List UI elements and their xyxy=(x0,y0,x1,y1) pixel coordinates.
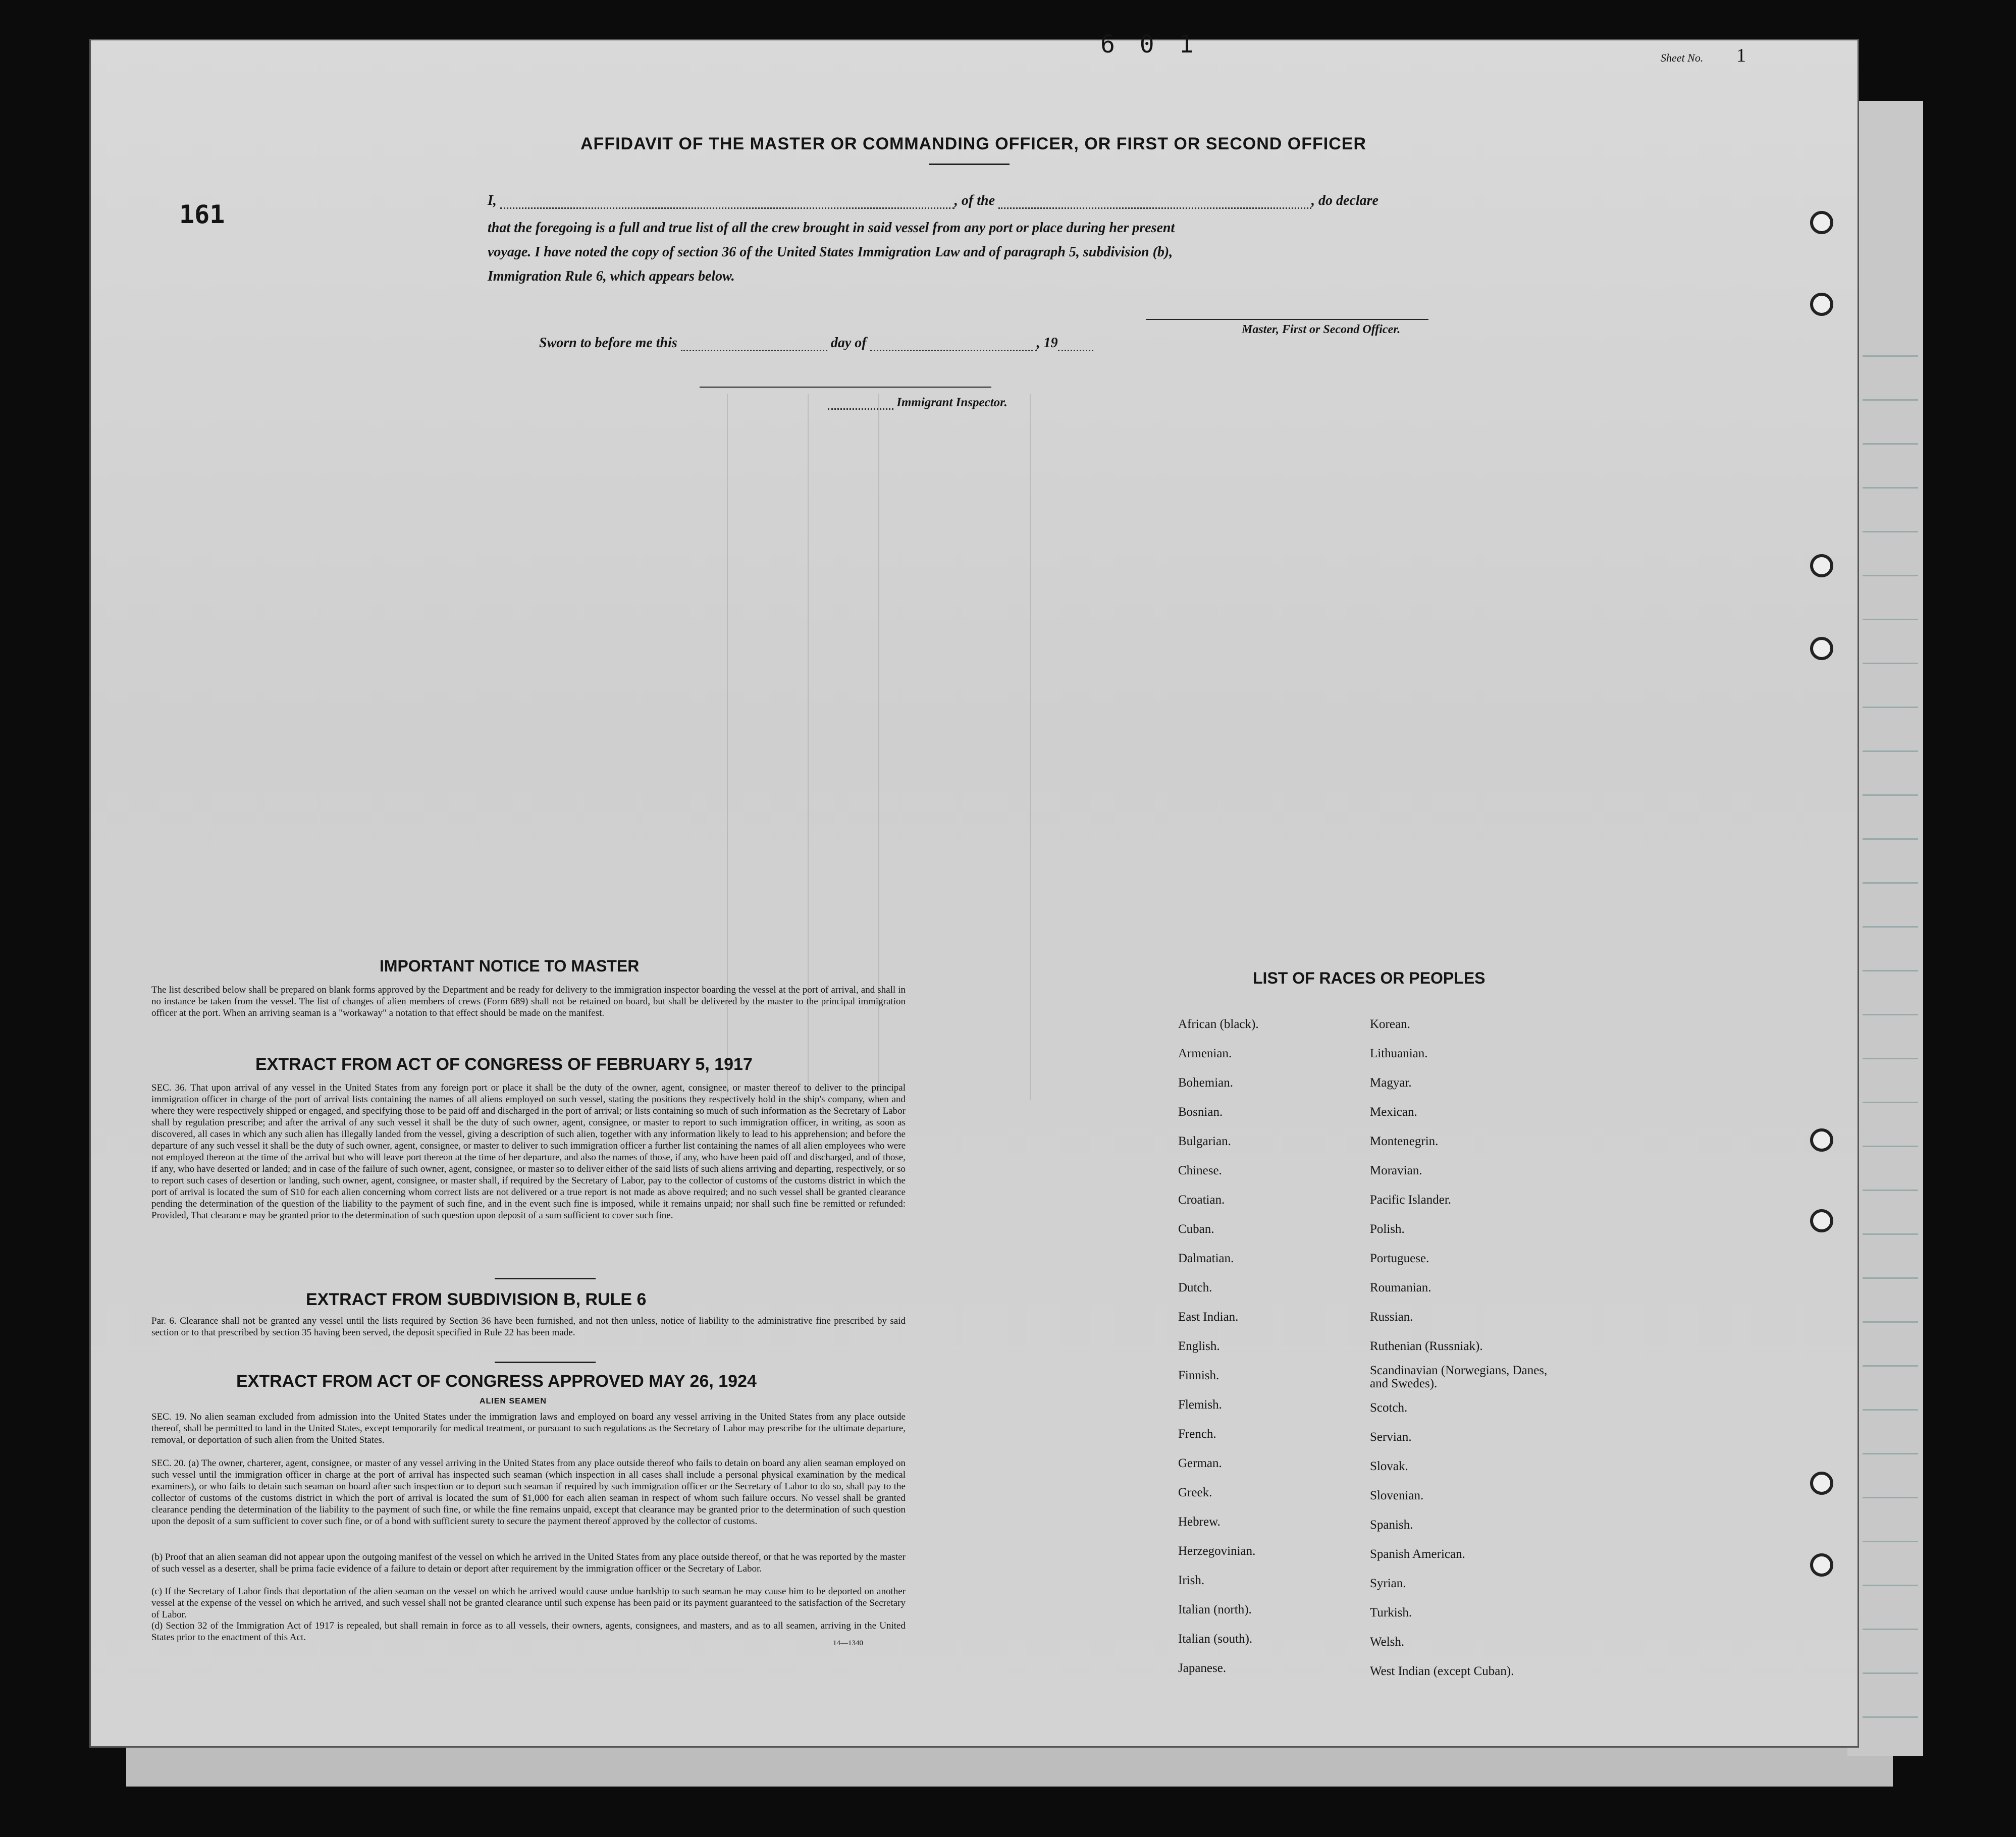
race-item: Italian (north). xyxy=(1178,1603,1252,1616)
race-item: Scotch. xyxy=(1370,1401,1408,1415)
extract-1924-p1: SEC. 19. No alien seaman excluded from admission into the United States under the immigration laws and employed on board any vessel arriving in the United States from any place outside thereof, shall be permitted to land in the United States, except temporarily for medical treatment, or pursuant to such regulations as the Secretary of Labor may prescribe for the ultimate departure, removal, or deportation of such alien from the United States. xyxy=(151,1412,906,1445)
side-mark: 161 xyxy=(179,200,225,229)
race-item: Scandinavian (Norwegians, Danes, and Swedes). xyxy=(1370,1364,1548,1390)
form-number: 14—1340 xyxy=(833,1639,863,1647)
punch-hole xyxy=(1810,1553,1833,1577)
race-item: Chinese. xyxy=(1178,1164,1222,1177)
race-item: Slovak. xyxy=(1370,1460,1408,1473)
extract-1917-title: EXTRACT FROM ACT OF CONGRESS OF FEBRUARY 5, 1917 xyxy=(255,1055,753,1074)
sheet-number: 1 xyxy=(1736,45,1746,66)
section-divider xyxy=(495,1278,596,1279)
affidavit-line-1 xyxy=(488,193,1378,209)
extract-1924-p2: SEC. 20. (a) The owner, charterer, agent, consignee, or master of any vessel arriving in the United States from any place outside thereof who fails to detain on board any alien seaman employed on such vessel until the immigration officer in charge at the port of arrival has inspected such seaman (which inspection in all cases shall include a personal physical examination by the medical examiners), or who fails to detain such seaman on board after such inspection or to deport such seaman if required by such immigration officer or the Secretary of Labor to do so, shall pay to the collector of customs of the customs district in which the port of arrival is located the sum of $1,000 for each alien seaman in respect of whom such failure occurs. No vessel shall be granted clearance pending the determination of the liability to the payment of such fine, or while the fine remains unpaid, except that clearance may be granted prior to the determination of such question upon the deposit of a sum sufficient to cover such fine, or of a bond with sufficient surety to secure the payment thereof approved by the collector of customs. xyxy=(151,1458,906,1527)
punch-hole xyxy=(1810,554,1833,577)
sworn-line xyxy=(539,335,1093,351)
master-signature-label: Master, First or Second Officer. xyxy=(1242,323,1401,336)
notice-title: IMPORTANT NOTICE TO MASTER xyxy=(380,957,640,975)
bleed-through-line xyxy=(1030,394,1031,1100)
race-item: Greek. xyxy=(1178,1486,1212,1499)
inspector-dots xyxy=(828,408,893,410)
extract-1924-p3: (b) Proof that an alien seaman did not appear upon the outgoing manifest of the vessel on which he arrived in the United States from any place outside thereof, or that he was reported by the master of such vessel as a deserter, shall be prima facie evidence of a failure to detain or deport after requirement by the immigration officer or the Secretary of Labor. xyxy=(151,1552,906,1574)
punch-hole xyxy=(1810,1128,1833,1152)
extract-rule6-body: Par. 6. Clearance shall not be granted any vessel until the lists required by Section 36 have been furnished, and not then unless, notice of liability to the administrative fine prescribed by said section or to that prescribed by section 35 having been served, the deposit specified in Rule 22 has been made. xyxy=(151,1316,906,1338)
master-signature-line[interactable] xyxy=(1146,319,1428,320)
races-left-column xyxy=(1178,1010,1259,1683)
punch-hole xyxy=(1810,637,1833,660)
race-item: Montenegrin. xyxy=(1370,1134,1439,1148)
punch-hole xyxy=(1810,211,1833,234)
race-item: Syrian. xyxy=(1370,1577,1406,1590)
day-of-label: day of xyxy=(830,335,867,351)
race-item: Japanese. xyxy=(1178,1661,1227,1675)
races-right-column xyxy=(1370,1010,1562,1686)
race-item: Cuban. xyxy=(1178,1222,1214,1236)
race-item: Finnish. xyxy=(1178,1369,1219,1382)
race-item: Croatian. xyxy=(1178,1193,1225,1207)
race-item: Roumanian. xyxy=(1370,1281,1431,1294)
race-item: Irish. xyxy=(1178,1574,1205,1587)
sworn-month-field[interactable] xyxy=(870,350,1037,351)
race-item: Italian (south). xyxy=(1178,1632,1253,1646)
ruled-margin xyxy=(1863,313,1918,1726)
race-item: Servian. xyxy=(1370,1430,1412,1444)
race-item: East Indian. xyxy=(1178,1310,1239,1324)
race-item: Dutch. xyxy=(1178,1281,1212,1294)
race-item: Mexican. xyxy=(1370,1105,1417,1119)
race-item: Bohemian. xyxy=(1178,1076,1234,1090)
race-item: Magyar. xyxy=(1370,1076,1412,1090)
inspector-label: Immigrant Inspector. xyxy=(896,396,1007,409)
affidavit-line-4: Immigration Rule 6, which appears below. xyxy=(488,268,735,284)
race-item: Bulgarian. xyxy=(1178,1134,1231,1148)
race-item: African (black). xyxy=(1178,1017,1259,1031)
race-item: Herzegovinian. xyxy=(1178,1544,1256,1558)
race-item: Hebrew. xyxy=(1178,1515,1221,1529)
vessel-name-field[interactable] xyxy=(998,207,1311,209)
race-item: English. xyxy=(1178,1339,1220,1353)
affidavit-line-2: that the foregoing is a full and true list of all the crew brought in said vessel from any port or place during her present xyxy=(488,220,1175,236)
notice-body: The list described below shall be prepared on blank forms approved by the Department and be ready for delivery to the immigration inspector boarding the vessel at the port of arrival, and shall in no instance be taken from the vessel. The list of changes of alien members of crews (Form 689) shall not be retained on board, but shall be delivered by the master to the principal immigration officer at the port. When an arriving seaman is a "workaway" a notation to that effect should be made on the manifest. xyxy=(151,985,906,1018)
extract-1917-body: SEC. 36. That upon arrival of any vessel in the United States from any foreign port or place it shall be the duty of the owner, agent, consignee, or master thereof to deliver to the principal immigration officer in charge of the port of arrival lists containing the names of all aliens employed on such vessel, stating the positions they respectively hold in the ship's company, when and where they were respectively shipped or engaged, and specifying those to be paid off and discharged in the port of arrival; or lists containing so much of such information as the Secretary of Labor shall by regulation prescribe; and after the arrival of any such vessel it shall be the duty of such owner, agent, consignee, or master to report to such immigration officer, in writing, as soon as discovered, all cases in which any such alien has illegally landed from the vessel, giving a description of such alien, together with any information likely to lead to his apprehension; and before the departure of any such vessel it shall be the duty of such owner, agent, consignee, or master to deliver to such immigration officer a further list containing the names of all alien employees who were not employed thereon at the time of the arrival but who will leave port thereon at the time of her departure, and also the names of those, if any, who have been paid off and discharged, and of those, if any, who have deserted or landed; and in case of the failure of such owner, agent, consignee, or master so to deliver either of the said lists of such aliens arriving and departing, respectively, or so to report such cases of desertion or landing, such owner, agent, consignee, or master shall, if required by the Secretary of Labor, pay to the collector of customs of the customs district in which the port of arrival is located the sum of $10 for each alien concerning whom correct lists are not delivered or a true report is not made as above required; and no such vessel shall be granted clearance pending the determination of the question of the liability to the payment of such fine, and in the event such fine is imposed, while it remains unpaid; nor shall such fine be remitted or refunded: Provided, That clearance may be granted prior to the determination of such question upon deposit of a sum sufficient to cover such fine. xyxy=(151,1083,906,1221)
affidavit-of-the: , of the xyxy=(954,193,995,208)
race-item: Pacific Islander. xyxy=(1370,1193,1452,1207)
section-divider xyxy=(495,1362,596,1363)
punch-hole xyxy=(1810,1209,1833,1232)
affidavit-declare: , do declare xyxy=(1311,193,1378,208)
race-item: Turkish. xyxy=(1370,1606,1412,1619)
race-item: Dalmatian. xyxy=(1178,1252,1234,1265)
extract-rule6-title: EXTRACT FROM SUBDIVISION B, RULE 6 xyxy=(306,1290,647,1309)
race-item: Bosnian. xyxy=(1178,1105,1223,1119)
race-item: Polish. xyxy=(1370,1222,1405,1236)
race-item: Moravian. xyxy=(1370,1164,1422,1177)
extract-1924-p4: (c) If the Secretary of Labor finds that deportation of the alien seaman on the vessel on which he arrived would cause undue hardship to such seaman he may cause him to be deported on another vessel at the expense of the vessel on which he arrived, and such vessel shall not be granted clearance until such expense has been paid or its payment guaranteed to the satisfaction of the Secretary of Labor. xyxy=(151,1586,906,1620)
race-item: Russian. xyxy=(1370,1310,1413,1324)
extract-1924-p5: (d) Section 32 of the Immigration Act of 1917 is repealed, but shall remain in force as to all vessels, their owners, agents, consignees, and masters, and as to all seamen, arriving in the United States prior to the enactment of this Act. xyxy=(151,1620,906,1643)
inspector-signature-line[interactable] xyxy=(700,387,991,388)
race-item: German. xyxy=(1178,1456,1222,1470)
race-item: Flemish. xyxy=(1178,1398,1222,1412)
extract-1924-subtitle: ALIEN SEAMEN xyxy=(480,1397,547,1406)
race-item: Spanish American. xyxy=(1370,1547,1465,1561)
race-item: West Indian (except Cuban). xyxy=(1370,1664,1514,1678)
affidavit-i: I, xyxy=(488,193,497,208)
top-stamp: 6 0 1 xyxy=(1100,30,1199,59)
master-name-field[interactable] xyxy=(500,207,954,209)
extract-1924-title: EXTRACT FROM ACT OF CONGRESS APPROVED MAY 26, 1924 xyxy=(236,1372,757,1391)
race-item: Korean. xyxy=(1370,1017,1410,1031)
year-prefix: , 19 xyxy=(1036,335,1058,351)
race-item: French. xyxy=(1178,1427,1216,1441)
affidavit-title: AFFIDAVIT OF THE MASTER OR COMMANDING OFFICER, OR FIRST OR SECOND OFFICER xyxy=(580,134,1366,153)
race-item: Spanish. xyxy=(1370,1518,1413,1532)
race-item: Lithuanian. xyxy=(1370,1047,1428,1060)
races-title: LIST OF RACES OR PEOPLES xyxy=(1253,969,1486,987)
punch-hole xyxy=(1810,293,1833,316)
race-item: Portuguese. xyxy=(1370,1252,1429,1265)
race-item: Welsh. xyxy=(1370,1635,1405,1649)
sworn-label: Sworn to before me this xyxy=(539,335,677,351)
race-item: Armenian. xyxy=(1178,1047,1232,1060)
title-underline xyxy=(929,164,1010,165)
sworn-year-field[interactable] xyxy=(1058,350,1093,351)
race-item: Ruthenian (Russniak). xyxy=(1370,1339,1483,1353)
affidavit-line-3: voyage. I have noted the copy of section 36 of the United States Immigration Law and of paragraph 5, subdivision (b), xyxy=(488,244,1173,260)
sheet-label: Sheet No. xyxy=(1661,51,1704,64)
race-item: Slovenian. xyxy=(1370,1489,1424,1502)
sworn-day-field[interactable] xyxy=(681,350,827,351)
punch-hole xyxy=(1810,1472,1833,1495)
inspector-line xyxy=(828,396,1007,410)
